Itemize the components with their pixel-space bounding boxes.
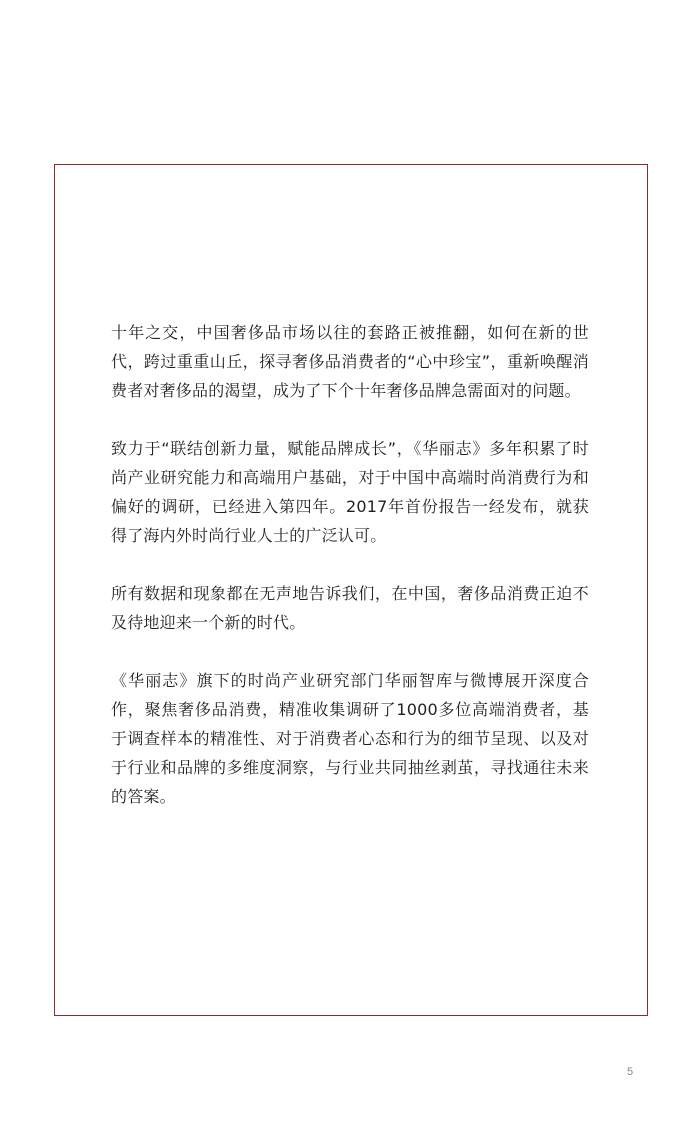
paragraph-1: 十年之交，中国奢侈品市场以往的套路正被推翻，如何在新的世代，跨过重重山丘，探寻奢侈品消费者的“心中珍宝”，重新唤醒消费者对奢侈品的渴望，成为了下个十年奢侈品牌急需面对的问题。: [111, 323, 589, 400]
paragraph-4: 《华丽志》旗下的时尚产业研究部门华丽智库与微博展开深度合作，聚焦奢侈品消费，精准收集调研了1000多位高端消费者，基于调查样本的精准性、对于消费者心态和行为的细节呈现、以及对于行业和品牌的多维度洞察，与行业共同抽丝剥茧，寻找通往未来的答案。: [111, 671, 589, 806]
intro-text-block: [111, 318, 589, 840]
paragraph-2: 致力于“联结创新力量，赋能品牌成长”，《华丽志》多年积累了时尚产业研究能力和高端用户基础，对于中国中高端时尚消费行为和偏好的调研，已经进入第四年。2017年首份报告一经发布，就获得了海内外时尚行业人士的广泛认可。: [111, 439, 589, 545]
paragraph-3: 所有数据和现象都在无声地告诉我们，在中国，奢侈品消费正迫不及待地迎来一个新的时代。: [111, 584, 589, 632]
page-number: 5: [626, 1066, 634, 1078]
